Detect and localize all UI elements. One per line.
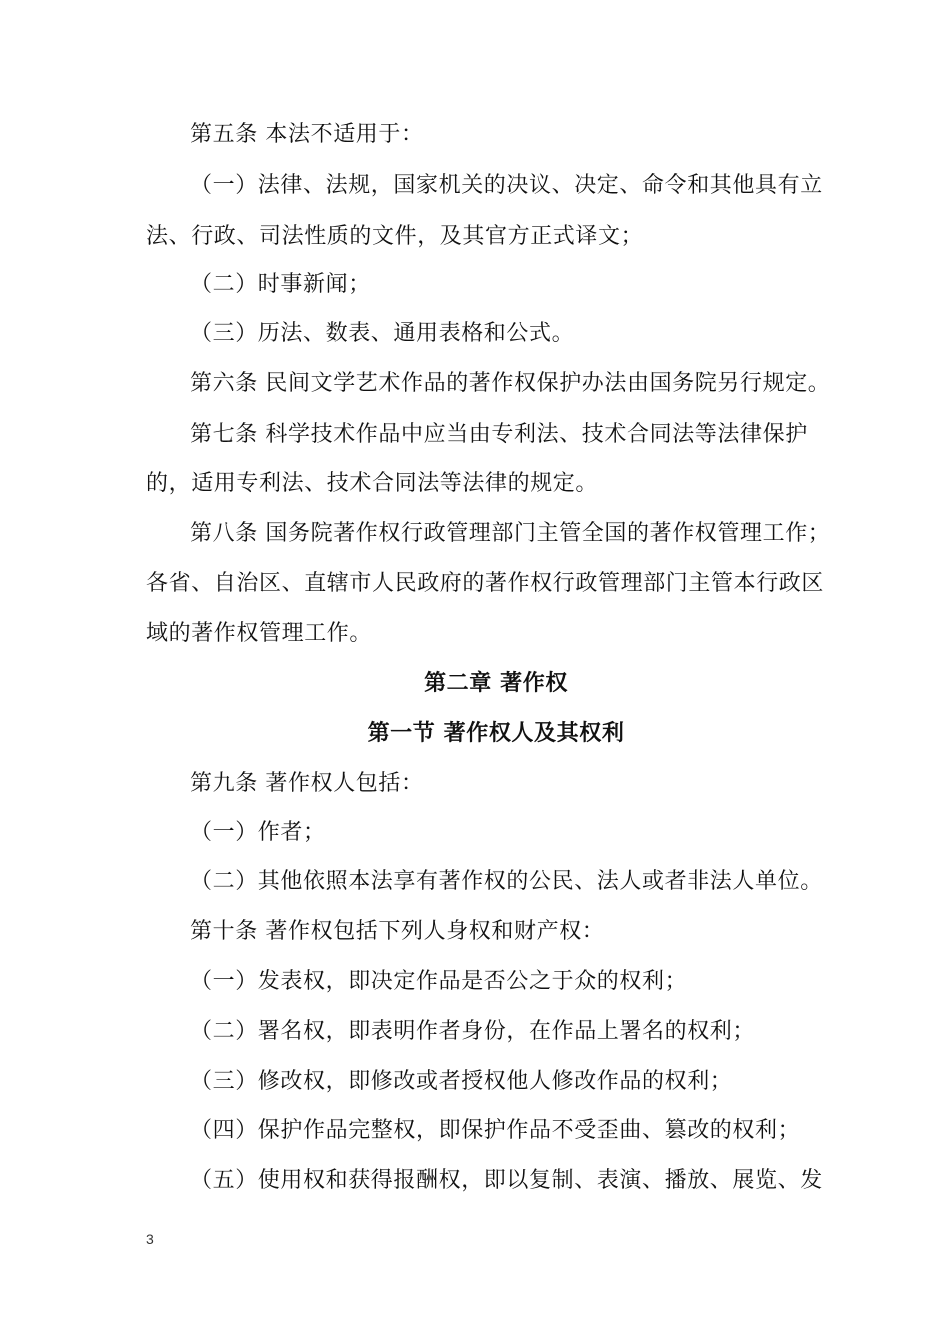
article-5-item-2: （二）时事新闻； bbox=[190, 272, 371, 297]
article-9-item-2: （二）其他依照本法享有著作权的公民、法人或者非法人单位。 bbox=[190, 869, 823, 894]
article-5-heading: 第五条 本法不适用于： bbox=[190, 122, 424, 147]
article-10-item-3: （三）修改权，即修改或者授权他人修改作品的权利； bbox=[190, 1069, 733, 1094]
article-5-item-1-line-2: 法、行政、司法性质的文件，及其官方正式译文； bbox=[146, 224, 644, 249]
article-10-item-4: （四）保护作品完整权，即保护作品不受歪曲、篡改的权利； bbox=[190, 1118, 801, 1143]
article-6: 第六条 民间文学艺术作品的著作权保护办法由国务院另行规定。 bbox=[190, 371, 831, 396]
article-9-heading: 第九条 著作权人包括： bbox=[190, 771, 424, 796]
article-5-item-3: （三）历法、数表、通用表格和公式。 bbox=[190, 321, 575, 346]
article-5-item-1-line-1: （一）法律、法规，国家机关的决议、决定、命令和其他具有立 bbox=[190, 173, 823, 198]
article-7-line-1: 第七条 科学技术作品中应当由专利法、技术合同法等法律保护 bbox=[190, 422, 808, 447]
article-10-item-1: （一）发表权，即决定作品是否公之于众的权利； bbox=[190, 969, 688, 994]
article-8-line-3: 域的著作权管理工作。 bbox=[146, 621, 373, 646]
article-9-item-1: （一）作者； bbox=[190, 820, 326, 845]
article-8-line-2: 各省、自治区、直辖市人民政府的著作权行政管理部门主管本行政区 bbox=[146, 571, 825, 596]
article-7-line-2: 的，适用专利法、技术合同法等法律的规定。 bbox=[146, 471, 599, 496]
chapter-heading: 第二章 著作权 bbox=[424, 671, 568, 696]
page-number: 3 bbox=[146, 1231, 154, 1247]
article-10-item-2: （二）署名权，即表明作者身份，在作品上署名的权利； bbox=[190, 1019, 756, 1044]
article-10-heading: 第十条 著作权包括下列人身权和财产权： bbox=[190, 919, 605, 944]
article-8-line-1: 第八条 国务院著作权行政管理部门主管全国的著作权管理工作； bbox=[190, 521, 831, 546]
article-10-item-5: （五）使用权和获得报酬权，即以复制、表演、播放、展览、发 bbox=[190, 1168, 823, 1193]
section-heading: 第一节 著作权人及其权利 bbox=[367, 721, 625, 746]
